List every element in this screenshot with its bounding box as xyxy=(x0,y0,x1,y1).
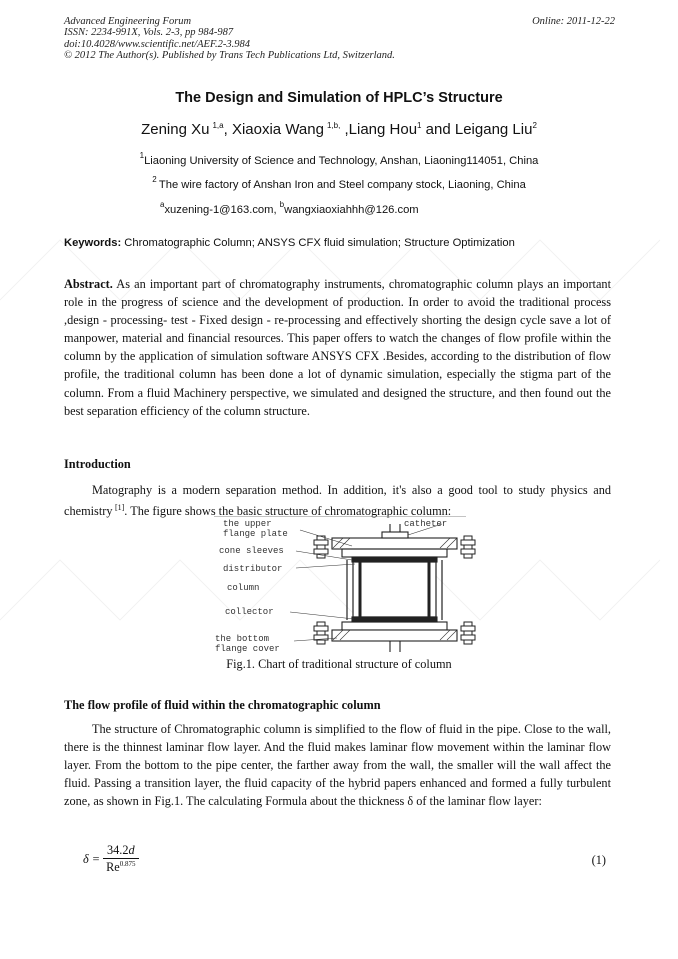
email-a: xuzening-1@163.com, xyxy=(164,204,280,216)
affiliation-1 xyxy=(0,151,678,167)
intro-text-cont: . The figure shows the basic structure of chromatographic column: xyxy=(124,504,452,519)
affiliation-sup: 1 xyxy=(139,151,145,160)
equation-numerator: 34.2 xyxy=(106,843,129,857)
abstract xyxy=(64,275,611,420)
journal-name: Advanced Engineering Forum xyxy=(64,16,192,27)
author-name: Zening Xu xyxy=(141,121,210,138)
equation-numerator-var: d xyxy=(128,843,135,857)
affiliation-text: The wire factory of Anshan Iron and Steel company stock, Liaoning, China xyxy=(158,179,526,191)
equation-1 xyxy=(82,843,139,875)
issn-line: ISSN: 2234-991X, Vols. 2-3, pp 984-987 xyxy=(64,27,234,39)
keywords-label: Keywords: xyxy=(64,237,122,249)
column-body xyxy=(347,560,442,620)
label-upper-flange-2: flange plate xyxy=(223,529,288,539)
section-heading-introduction: Introduction xyxy=(64,457,131,471)
column-structure-diagram xyxy=(212,516,482,656)
flow-paragraph: The structure of Chromatographic column is simplified to the flow of fluid in the pipe. Close to the wall, there is the thinnest laminar flow layer. And the fluid makes laminar flow movement within the laminar flow layer. From the bottom to the pipe center, the farther away from the wall, the smaller will the wall affect the fluid. Passing a transition layer, the fluid capacity of the hybrid papers enhanced and formed a fully turbulent zone, as shown in Fig.1. The calculating Formula about the thickness δ of the laminar flow layer: xyxy=(64,722,611,809)
label-catheter: catheter xyxy=(404,519,448,529)
author-name: Leigang Liu xyxy=(454,121,533,138)
author-affil-sup: 1,b, xyxy=(326,121,341,130)
label-bottom-flange-2: flange cover xyxy=(215,644,280,654)
label-distributor: distributor xyxy=(223,564,283,574)
affiliation-2 xyxy=(0,175,678,191)
introduction-paragraph xyxy=(64,481,611,520)
abstract-text: As an important part of chromatography instruments, chromatographic column plays an important role in the progress of science and the development of production. In order to avoid the traditional process ,design - processing- test - Fixed design - re-processing and effectively shorting the design cycle save a lot of manpower, material and financial resources. This paper offers to watch the changes of flow profile within the column by the application of simulation software ANSYS CFX .Besides, according to the distribution of flow profile, the traditional column has been done a lot of dynamic simulation, especially the stigma part of the column. From a fluid Machinery perspective, we simulated and designed the structure, and then found out the best separation efficiency of the column structure. xyxy=(64,277,611,418)
author-name: Liang Hou xyxy=(348,121,418,138)
citation-ref[interactable]: [1] xyxy=(114,503,125,513)
figure-caption: Fig.1. Chart of traditional structure of column xyxy=(226,657,452,671)
bottom-flange xyxy=(332,617,457,641)
online-date: Online: 2011-12-22 xyxy=(532,16,615,27)
affiliation-text: Liaoning University of Science and Technology, Anshan, Liaoning114051, China xyxy=(144,155,539,167)
author-affil-sup: 1 xyxy=(417,121,422,130)
equation-denominator: Re xyxy=(106,860,120,874)
copyright-line: © 2012 The Author(s). Published by Trans Tech Publications Ltd, Switzerland. xyxy=(64,49,395,61)
journal-header xyxy=(64,16,395,61)
label-cone-sleeves: cone sleeves xyxy=(219,546,284,556)
affiliation-sup: 2 xyxy=(152,175,157,184)
email-line xyxy=(160,200,419,216)
author-affil-sup: 1,a xyxy=(212,121,224,130)
email-b: wangxiaoxiahhh@126.com xyxy=(284,204,419,216)
author-list: Zening Xu $^{1,a}$, Xiaoxia Wang $^{1,b,}$ ,Liang Hou$^1$ and Leigang Liu$^2$ xyxy=(141,121,537,138)
equation-number: (1) xyxy=(591,853,606,867)
abstract-label: Abstract. xyxy=(64,277,113,291)
keywords xyxy=(64,237,619,249)
intro-text: Matography is a modern separation method. In addition, it's also a good tool to study physics and chemistry xyxy=(64,483,611,519)
upper-flange xyxy=(332,538,457,562)
label-column: column xyxy=(227,583,260,593)
equation-exponent: 0.875 xyxy=(119,860,136,868)
author-name: Xiaoxia Wang xyxy=(231,121,324,138)
keywords-text: Chromatographic Column; ANSYS CFX fluid simulation; Structure Optimization xyxy=(121,237,515,249)
equation-lhs: δ = xyxy=(83,851,101,866)
label-bottom-flange: the bottom xyxy=(215,634,270,644)
label-collector: collector xyxy=(225,607,274,617)
section-heading-flow-profile: The flow profile of fluid within the chromatographic column xyxy=(64,698,381,712)
email-sup: a xyxy=(160,200,165,209)
author-affil-sup: 2 xyxy=(532,121,537,130)
doi-line: doi:10.4028/www.scientific.net/AEF.2-3.984 xyxy=(64,38,250,50)
figure-1 xyxy=(212,516,482,656)
label-upper-flange: the upper xyxy=(223,519,272,529)
email-sup: b xyxy=(279,200,285,209)
paper-title: The Design and Simulation of HPLC’s Structure xyxy=(175,90,503,106)
